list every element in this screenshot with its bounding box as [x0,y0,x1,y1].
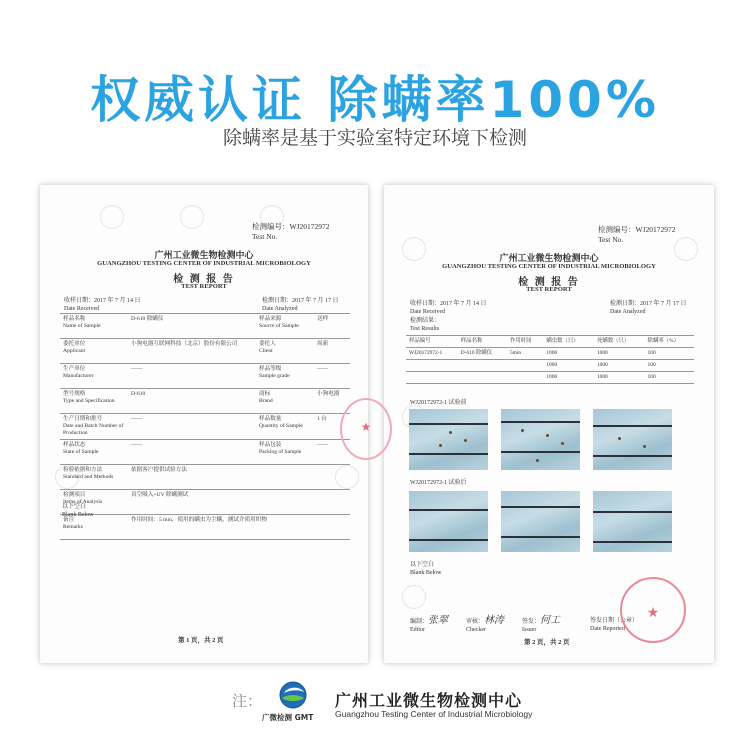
watermark-icon [100,205,124,229]
date-analyzed: 检测日期：2017 年 7 月 17 日 Date Analyzed [610,301,687,315]
report-page-2 [384,185,714,663]
info-row: 样品状态 State of Sample —— 样品包装 Packing of Sample —— [60,440,350,465]
table-cell: 1000 [543,360,594,372]
watermark-icon [180,205,204,229]
table-cell: 100 [645,372,694,384]
table-cell: 5min [507,348,543,360]
after-caption: WJ20172972-1 试验后 [410,480,467,486]
table-cell: 100 [645,360,694,372]
table-cell [406,360,458,372]
sample-photo-after-1 [409,491,488,552]
table-cell: D-610 除螨仪 [458,348,507,360]
table-cell: WJ20172972-1 [406,348,458,360]
info-row: 样品名称 Name of Sample D-610 除螨仪 样品来源 Source of Sample 送样 [60,314,350,339]
report-title-en: TEST REPORT [181,283,227,290]
report-number: 检测编号：WJ20172972 [598,225,676,234]
info-row: 型号规格 Type and Specification D-610 商标 Brand 小狗电器 [60,389,350,414]
info-row: 生产单位 Manufacturer —— 样品等级 Sample grade —— [60,364,350,389]
sample-photo-before-1 [409,409,488,470]
sample-photo-after-2 [501,491,580,552]
issuer-signature: 签发：何工 Issuer [522,615,561,633]
report-number: 检测编号：WJ20172972 [252,222,330,231]
info-row: 委托单位 Applicant 小狗电器互联网科技（北京）股份有限公司 委托人 Client 周新 [60,339,350,364]
table-cell: 1000 [594,348,645,360]
test-number-label: Test No. [598,235,624,244]
table-row [406,360,694,372]
official-seal-icon: ★ [340,398,392,460]
center-name-en: GUANGZHOU TESTING CENTER OF INDUSTRIAL MICROBIOLOGY [97,260,311,267]
table-cell: 1000 [594,360,645,372]
page-number: 第 1 页，共 2 页 [178,637,224,644]
table-header-cell: 除螨率（%） [645,336,694,348]
sample-photo-after-3 [593,491,672,552]
results-table [406,335,694,384]
sample-photo-before-2 [501,409,580,470]
headline: 权威认证 除螨率100% [90,71,660,129]
sample-photo-before-3 [593,409,672,470]
logo-caption: 广微检测 GMT [262,713,314,722]
table-cell: 100 [645,348,694,360]
gmt-logo-icon [272,680,314,710]
table-row [406,348,694,360]
center-name-cn: 广州工业微生物检测中心 [154,250,254,260]
organization-name-en: Guangzhou Testing Center of Industrial Microbiology [335,709,533,719]
official-seal-icon: ★ [620,577,686,643]
blank-below-note: 以下空白 Blank Below [410,562,442,576]
center-name-en: GUANGZHOU TESTING CENTER OF INDUSTRIAL MICROBIOLOGY [442,263,656,270]
page-number: 第 2 页，共 2 页 [524,639,570,646]
date-received: 收样日期：2017 年 7 月 14 日 Date Received [64,298,141,312]
table-cell [458,372,507,384]
center-name-cn: 广州工业微生物检测中心 [499,253,599,263]
blank-below-note: 以下空白 Blank Below [62,504,94,518]
date-analyzed: 检测日期：2017 年 7 月 17 日 Date Analyzed [262,298,339,312]
table-cell [406,372,458,384]
table-cell: 1000 [543,348,594,360]
report-title-cn: 检 测 报 告 [518,277,580,288]
checker-signature: 审核：林涛 Checker [466,615,505,633]
table-cell: 1000 [594,372,645,384]
table-header-cell: 死螨数（只） [594,336,645,348]
watermark-icon [402,585,426,609]
table-header-cell: 样品名称 [458,336,507,348]
test-results-label: 检测结果： Test Results [410,318,441,332]
organization-name-cn: 广州工业微生物检测中心 [335,691,523,710]
table-header-cell: 样品编号 [406,336,458,348]
editor-signature: 编制：张翠 Editor [410,615,449,633]
table-header-cell: 螨虫数（只） [543,336,594,348]
footer-note-label: 注： [232,692,263,710]
report-date: 签发日期（公章） Date Reported [590,618,639,632]
info-row: 生产日期和批号 Date and Batch Number of Production —— 样品数量 Quantity of Sample 1 台 [60,414,350,440]
table-cell [507,372,543,384]
table-cell: 1000 [543,372,594,384]
report-title-en: TEST REPORT [526,286,572,293]
report-page-1 [40,185,368,663]
sample-info-table: 样品名称 Name of Sample D-610 除螨仪 样品来源 Source of Sample 送样 委托单位 Applicant 小狗电器互联网科技（北京）股份有限公司 委托人 Client 周新 生产单位 Manufacturer —— 样品等级 Sample grade —— 型号规格 Type and Specification D-610 商标 Brand 小狗电器 生产日期和批号 Date and Batch Number of Production —— 样品数量 Quantity of Sample 1 台 样品状态 State of Sample —— 样品包装 Packing of Sample —— 检验依据和方法 Standard and Methods 依据客户提供试验方法 检测项目 Items of Analysis 真空吸入+UV 除螨测试 备注 Remarks 作用时间：5 min，使用的螨虫为尘螨，测试介质用织物 [60,313,350,540]
table-cell [458,360,507,372]
before-caption: WJ20172972-1 试验前 [410,400,467,406]
table-row [406,372,694,384]
table-header-cell: 作用时间 [507,336,543,348]
date-received: 收样日期：2017 年 7 月 14 日 Date Received [410,301,487,315]
test-number-label: Test No. [252,232,278,241]
report-title-cn: 检 测 报 告 [173,274,235,285]
subline: 除螨率是基于实验室特定环境下检测 [222,127,527,149]
table-cell [507,360,543,372]
